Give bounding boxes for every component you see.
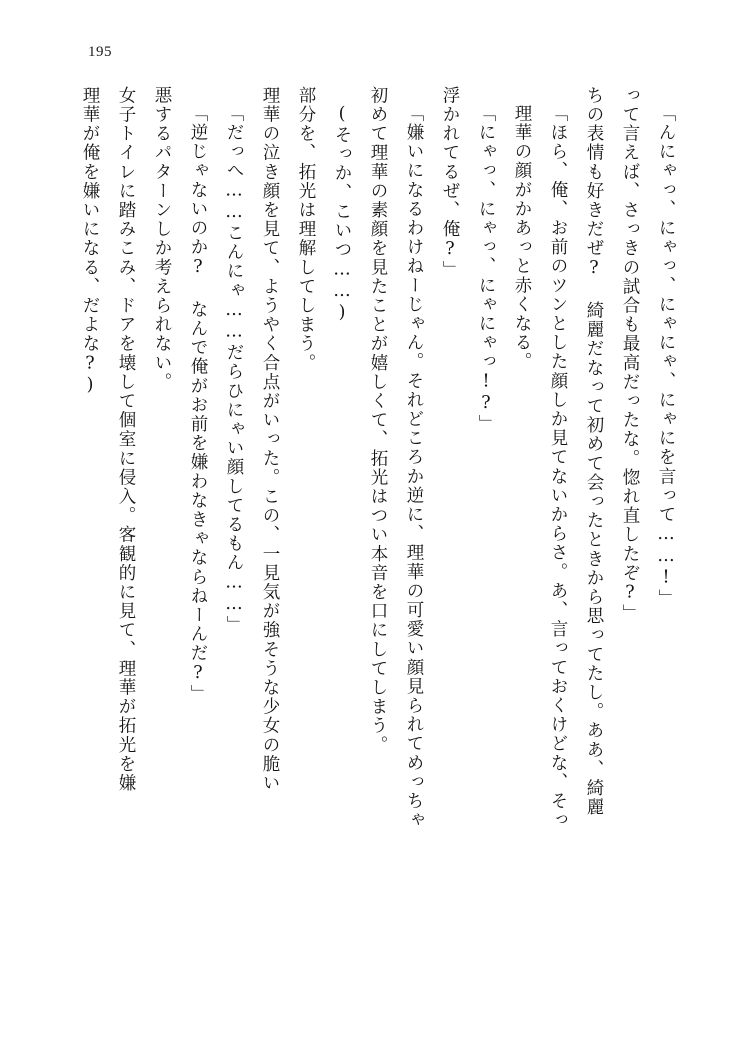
text-column: 女子トイレに踏みこみ、ドアを壊して個室に侵入。客観的に見て、理華が拓光を嫌 [116,86,136,793]
text-column: 「にゃっ、にゃっ、にゃにゃっ!?」 [476,104,496,434]
text-column: 理華の顔がかあっと赤くなる。 [512,104,532,372]
text-column: 「嫌いになるわけねーじゃん。それどころか逆に、理華の可愛い顔見られてめっちゃ [404,104,424,830]
text-column: ちの表情も好きだぜ? 綺麗だなって初めて会ったときから思ってたし。ああ、綺麗 [584,86,604,817]
body-text [62,86,674,966]
text-column: 浮かれてるぜ、俺?」 [440,86,460,280]
text-column: 理華が俺を嫌いになる、だよな?) [80,86,100,397]
text-column: 悪するパターンしか考えられない。 [152,86,172,392]
text-column: (そっか、こいつ……) [332,104,352,325]
text-column: 「んにゃっ、にゃっ、にゃにゃ、にゃにを言って……!」 [656,104,676,609]
text-column: 「ほら、俺、お前のツンとした顔しか見てないからさ。あ、言っておくけどな、そっ [548,104,568,830]
text-column: 部分を、拓光は理解してしまう。 [296,86,316,373]
page-number: 195 [88,44,112,60]
text-column: 初めて理華の素顔を見たことが嬉しくて、拓光はつい本音を口にしてしまう。 [368,86,388,755]
text-column: 理華の泣き顔を見て、ようやく合点がいった。この、一見気が強そうな少女の脆い [260,86,280,793]
text-column: って言えば、さっきの試合も最高だったな。惚れ直したぞ?」 [620,86,640,624]
text-column: 「だっへ……こんにゃ……だらひにゃい顔してるもん……」 [224,104,244,635]
text-column: 「逆じゃないのか? なんで俺がお前を嫌わなきゃならねーんだ?」 [188,104,208,704]
